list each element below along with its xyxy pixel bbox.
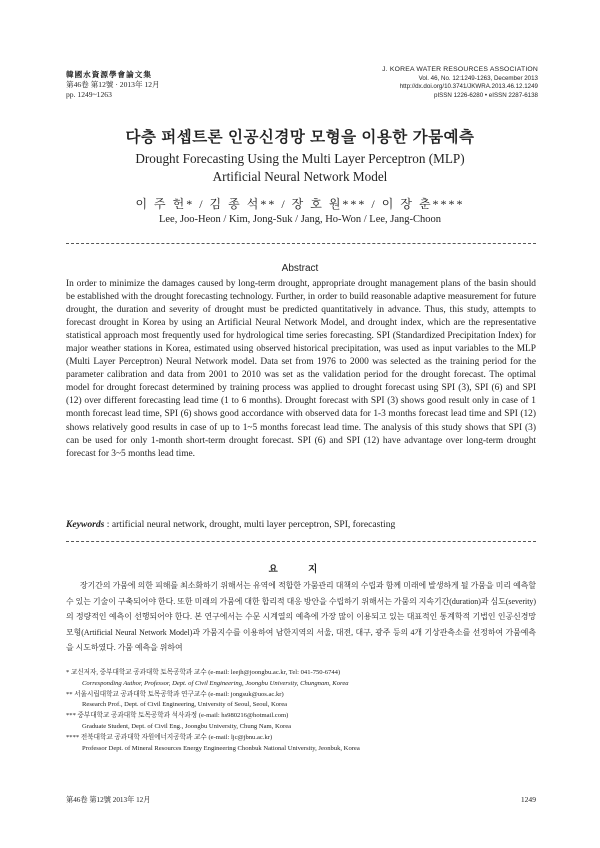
authors-english: Lee, Joo-Heon / Kim, Jong-Suk / Jang, Ho-Won / Lee, Jang-Choon [158,214,442,225]
title-english [0,150,600,186]
journal-volume-english: Vol. 46, No. 12:1249-1263, December 2013 [418,74,538,82]
footnote-line: Research Prof., Dept. of Civil Engineering, University of Seoul, Seoul, Korea [82,701,288,709]
abstract-heading: Abstract [281,263,319,274]
footer-volume: 第46卷 第12號 2013年 12月 [66,796,151,804]
footnote-line: *** 중부대학교 공과대학 토목공학과 석사과정 (e-mail: hs980216@hotmail.com) [66,712,289,720]
footnote-line: Professor Dept. of Mineral Resources Energy Engineering Chonbuk National University, Jeonbuk, Korea [82,744,360,752]
authors-korean: 이 주 헌* / 김 종 석** / 장 호 원*** / 이 장 춘**** [135,197,465,211]
yoji-text: 장기간의 가뭄에 의한 피해를 최소화하기 위해서는 유역에 적합한 가뭄관리 대책의 수립과 함께 미래에 발생하게 될 가뭄을 미리 예측할 수 있는 기술이 구축되어야 한다. 또한 미래의 가뭄에 대한 합리적 대응 방안을 수립하기 위해서는 가뭄의 지속기간(duration)과 심도(severity)의 정량적인 예측이 선행되어야 한다. 본 연구에서는 수문 시계열의 예측에 가장 많이 이용되고 있는 대표적인 통계학적 기법인 인공신경망 모형(Artificial Neural Network Model)과 가뭄지수를 이용하여 남한지역의 서울, 대전, 대구, 광주 등의 4개 기상관측소를 선정하여 가뭄예측을 시도하였다. 가뭄 예측을 위하여 [66,581,536,653]
journal-name-english: J. KOREA WATER RESOURCES ASSOCIATION [382,66,538,73]
footnote-line: **** 전북대학교 공과대학 자원에너지공학과 교수 (e-mail: ljc@jbnu.ac.kr) [66,733,273,741]
abstract-text: In order to minimize the damages caused by long-term drought, appropriate drought management plans of the basin should be established with the drought forecasting technology. Further, in order to build reasonable adaptive measurement for future drought, the duration and severity of drought must be predicted quantitatively in advance. Thus, this study, attempts to forecast drought in Korea by using an Artificial Neural Network Model, and drought index, which are the representative statistical approach most frequently used for hydrological time series forecasting. SPI (Standardized Precipitation Index) for major weather stations in Korea, estimated using observed historical precipitation, was used as input variables to the MLP (Multi Layer Perceptron) Neural Network model. Data set from 1976 to 2000 was selected as the training period for the parameter calibration and data from 2001 to 2010 was set as the validation period for the drought forecast. The optimal model for drought forecast determined by training process was applied to drought forecast using SPI (3), SPI (6) and SPI (12) over different forecasting lead time (1 to 6 months). Drought forecast with SPI (3) shows good result only in case of 1 month forecast lead time, SPI (6) shows good accordance with observed data for 1-3 months forecast lead time and SPI (12) shows relatively good results in case of up to 1~5 months forecast lead time. The analysis of this study shows that SPI (3) can be used for only 1-month short-term drought forecast. SPI (6) and SPI (12) have advantage over long-term drought forecast for 3~5 months lead time. [66,279,536,459]
keywords-separator: : [104,519,112,530]
page-number: 1249 [520,795,536,804]
keywords [66,519,536,530]
footnote-line: * 교신저자, 중부대학교 공과대학 토목공학과 교수 (e-mail: leejh@joongbu.ac.kr, Tel: 041-750-6744) [66,669,341,676]
keywords-text: artificial neural network, drought, multi layer perceptron, SPI, forecasting [111,519,396,530]
title-english-line1: Drought Forecasting Using the Multi Layer Perceptron (MLP) [135,151,465,166]
keywords-label: Keywords [66,519,105,530]
journal-volume-korean: 第46卷 第12號 · 2013年 12月 [66,80,160,89]
footnote-line: Graduate Student, Dept. of Civil Eng., Joongbu University, Chung Nam, Korea [82,722,292,730]
title-english-line2: Artificial Neural Network Model [212,169,388,184]
yoji-heading: 요 지 [268,565,332,575]
issn: pISSN 1226-6280 • eISSN 2287-6138 [434,91,538,99]
journal-pages: pp. 1249~1263 [66,90,112,99]
footnote-line: ** 서울시립대학교 공과대학 토목공학과 연구교수 (e-mail: jongsuk@uos.ac.kr) [66,690,284,698]
title-korean: 다층 퍼셉트론 인공신경망 모형을 이용한 가뭄예측 [125,129,475,146]
footnote-line: Corresponding Author, Professor, Dept. of Civil Engineering, Joongbu University, Chungnam, Korea [82,679,349,687]
journal-name-korean: 韓國水資源學會論文集 [66,70,152,79]
divider-top [66,243,536,244]
journal-header-right [382,66,538,100]
doi-link[interactable]: http://dx.doi.org/10.3741/JKWRA.2013.46.12.1249 [399,83,538,91]
divider-middle [66,541,536,542]
author-footnotes [66,668,536,754]
journal-header-left [66,70,160,100]
